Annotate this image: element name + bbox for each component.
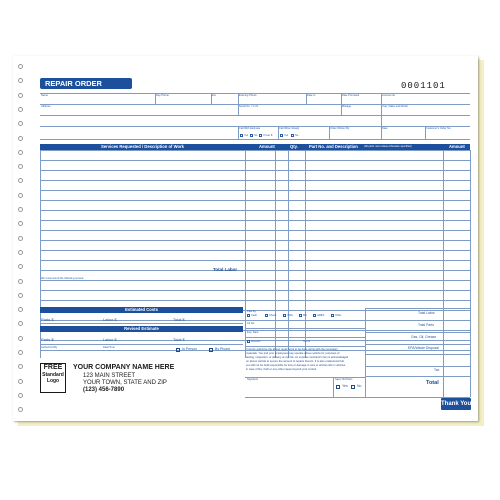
thank-you-tab: Thank You <box>441 398 471 410</box>
company-name: YOUR COMPANY NAME HERE <box>73 364 175 371</box>
rev-total: Total $ <box>173 337 185 342</box>
col-part-desc: Part No. and Description <box>309 144 358 149</box>
form-title: REPAIR ORDER <box>40 78 132 89</box>
est-labor: Labor $ <box>103 317 117 322</box>
other-label: Other <box>335 314 342 317</box>
revised-estimate-title: Revised Estimate <box>40 326 243 332</box>
binding-hole <box>18 379 23 384</box>
checkbox-ready-yes[interactable] <box>280 134 283 137</box>
logo-free: FREE <box>43 364 63 371</box>
grid-line <box>40 160 470 161</box>
totals-total-labor: Total Labor <box>418 311 435 315</box>
label-if-over: If over $ <box>263 134 273 137</box>
checkbox-cash[interactable] <box>247 314 250 317</box>
terms-label: Terms <box>303 340 311 343</box>
label-serial-vin: Serial No. / V.I.N. <box>239 105 259 108</box>
grid-line <box>40 230 470 231</box>
label-address: Address <box>41 105 51 108</box>
authorization-line: in case of fire, theft or any other cause beyond your control. <box>246 368 317 371</box>
binding-hole <box>18 393 23 398</box>
label-call-when-ready: Call When Ready <box>279 127 300 130</box>
account-label: Account <box>251 340 261 343</box>
totals-gas-oil: Gas, Oil, Grease <box>411 335 437 339</box>
label-date-promised: Date Promised <box>342 94 360 97</box>
checkbox-by-phone[interactable] <box>209 348 213 352</box>
total-labor-label: Total Labor <box>213 267 238 272</box>
exp-date-label: Exp. Date <box>247 331 259 334</box>
grid-line <box>40 250 470 251</box>
checkbox-save-parts-no[interactable] <box>351 385 355 389</box>
label-date-in: Date In <box>307 94 316 97</box>
save-parts-no-label: No <box>357 384 362 388</box>
totals-total-parts: Total Parts <box>418 323 435 327</box>
company-street: 123 MAIN STREET <box>83 373 136 379</box>
label-estimate-no: No <box>254 134 258 137</box>
checkbox-mc[interactable] <box>299 314 302 317</box>
rev-labor: Labor $ <box>103 337 117 342</box>
binding-hole <box>18 293 23 298</box>
recommend-label: We recommend the following service: <box>41 277 85 280</box>
grid-line <box>40 220 470 221</box>
binding-hole <box>18 93 23 98</box>
binding-hole <box>18 207 23 212</box>
checkbox-save-parts-yes[interactable] <box>336 385 340 389</box>
binding-hole <box>18 264 23 269</box>
label-date: Date <box>382 127 388 130</box>
grid-line <box>40 150 470 151</box>
grid-line <box>40 290 470 291</box>
binding-hole <box>18 407 23 412</box>
binding-hole <box>18 121 23 126</box>
rev-parts: Parts $ <box>41 337 54 342</box>
label-day-phone: Day Phone <box>156 94 169 97</box>
authorization-line: you will not be held responsible for loss or damage to cars or articles left in vehicles <box>246 364 346 367</box>
binding-hole <box>18 221 23 226</box>
checkbox-estimate-no[interactable] <box>250 134 253 137</box>
binding-hole <box>18 236 23 241</box>
totals-tax: Tax <box>434 368 440 372</box>
label-year-make-model: Year, Make and Model <box>382 105 408 108</box>
binding-hole <box>18 279 23 284</box>
binding-hole <box>18 336 23 341</box>
binding-hole <box>18 150 23 155</box>
binding-hole <box>18 307 23 312</box>
by-phone-label: By Phone <box>215 347 231 351</box>
binding-hole <box>18 64 23 69</box>
binding-hole <box>18 193 23 198</box>
grid-line <box>40 190 470 191</box>
authorization-text <box>246 348 364 372</box>
col-services: Services Requested / Description of Work <box>101 144 184 149</box>
checkbox-account[interactable] <box>247 340 250 343</box>
binding-hole <box>18 136 23 141</box>
binding-hole <box>18 178 23 183</box>
est-total: Total $ <box>173 317 185 322</box>
ck-no-label: Ck No. <box>247 322 255 325</box>
amex-label: AMEX <box>317 314 325 317</box>
mc-label: MC <box>303 314 308 317</box>
in-person-label: In Person <box>182 347 197 351</box>
label-estimate-yes: Yes <box>244 134 249 137</box>
grid-line <box>40 180 470 181</box>
label-ready-yes: Yes <box>284 134 289 137</box>
paid-by-label: Paid By <box>247 310 256 313</box>
grid-line <box>40 240 470 241</box>
label-ext: Ext <box>212 94 216 97</box>
col-amount: Amount <box>259 144 275 149</box>
authorized-by-label: Authorized By <box>41 346 58 349</box>
grid-line <box>40 300 470 301</box>
binding-hole <box>18 78 23 83</box>
col-amount-parts: Amount <box>449 144 465 149</box>
estimated-costs-title: Estimated Costs <box>40 307 243 313</box>
checkbox-estimate-yes[interactable] <box>240 134 243 137</box>
label-name: Name <box>41 94 48 97</box>
grid-line <box>40 200 470 201</box>
company-city: YOUR TOWN, STATE AND ZIP <box>83 380 167 386</box>
logo-logo: Logo <box>46 378 60 384</box>
logo-standard: Standard <box>42 372 64 378</box>
grid-line <box>40 280 470 281</box>
totals-epa: EPA/Waste Disposal <box>408 346 439 350</box>
company-phone: (123) 456-7890 <box>83 387 125 393</box>
label-customer-order-no: Customer's Order No. <box>426 127 452 130</box>
repair-order-form <box>13 56 478 421</box>
check-label: Check <box>269 314 277 317</box>
label-order-written-by: Order Written By <box>330 127 350 130</box>
checkbox-other[interactable] <box>331 314 334 317</box>
grid-line <box>40 260 470 261</box>
standard-logo-placeholder <box>40 363 66 393</box>
authorization-line: testing, inspection, or delivery at my risk. An express mechanic's lien is acknowledged <box>246 356 349 359</box>
cash-label: Cash <box>251 314 258 317</box>
binding-hole <box>18 321 23 326</box>
checkbox-visa[interactable] <box>283 314 286 317</box>
authorization-line: I hereby authorize the above repair work to be done along with the necessary <box>246 348 338 351</box>
label-license-no: License No. <box>382 94 396 97</box>
checkbox-in-person[interactable] <box>176 348 180 352</box>
binding-hole <box>18 107 23 112</box>
est-parts: Parts $ <box>41 317 54 322</box>
col-qty: Qty. <box>290 144 298 149</box>
date-time-label: Date/Time <box>103 346 115 349</box>
save-parts-yes-label: Yes <box>342 384 348 388</box>
authorization-line: on above vehicle to secure the amount of repairs thereto. It is also understood that <box>246 360 345 363</box>
grid-line <box>40 170 470 171</box>
checkbox-amex[interactable] <box>313 314 316 317</box>
binding-hole <box>18 250 23 255</box>
authorization-line: materials. You and your employees may operate above vehicle for purposes of <box>246 352 340 355</box>
col-part-note: (All parts new unless otherwise specified) <box>364 145 412 148</box>
save-old-parts-label: Save Old Parts <box>335 378 353 381</box>
totals-grand-total: Total <box>426 380 439 386</box>
visa-label: VISA <box>287 314 293 317</box>
label-mileage: Mileage <box>342 105 352 108</box>
signature-label: Signature <box>247 378 259 381</box>
checkbox-check[interactable] <box>265 314 268 317</box>
checkbox-ready-no[interactable] <box>291 134 294 137</box>
form-number: 0001101 <box>401 81 446 91</box>
checkbox-estimate-if-over[interactable] <box>259 134 262 137</box>
label-ready-no: No <box>295 134 299 137</box>
label-call-with-estimate: Call With Estimate <box>239 127 261 130</box>
binding-hole <box>18 350 23 355</box>
grid-line <box>40 210 470 211</box>
binding-hole <box>18 364 23 369</box>
binding-hole <box>18 164 23 169</box>
label-evening-phone: Evening Phone <box>239 94 257 97</box>
